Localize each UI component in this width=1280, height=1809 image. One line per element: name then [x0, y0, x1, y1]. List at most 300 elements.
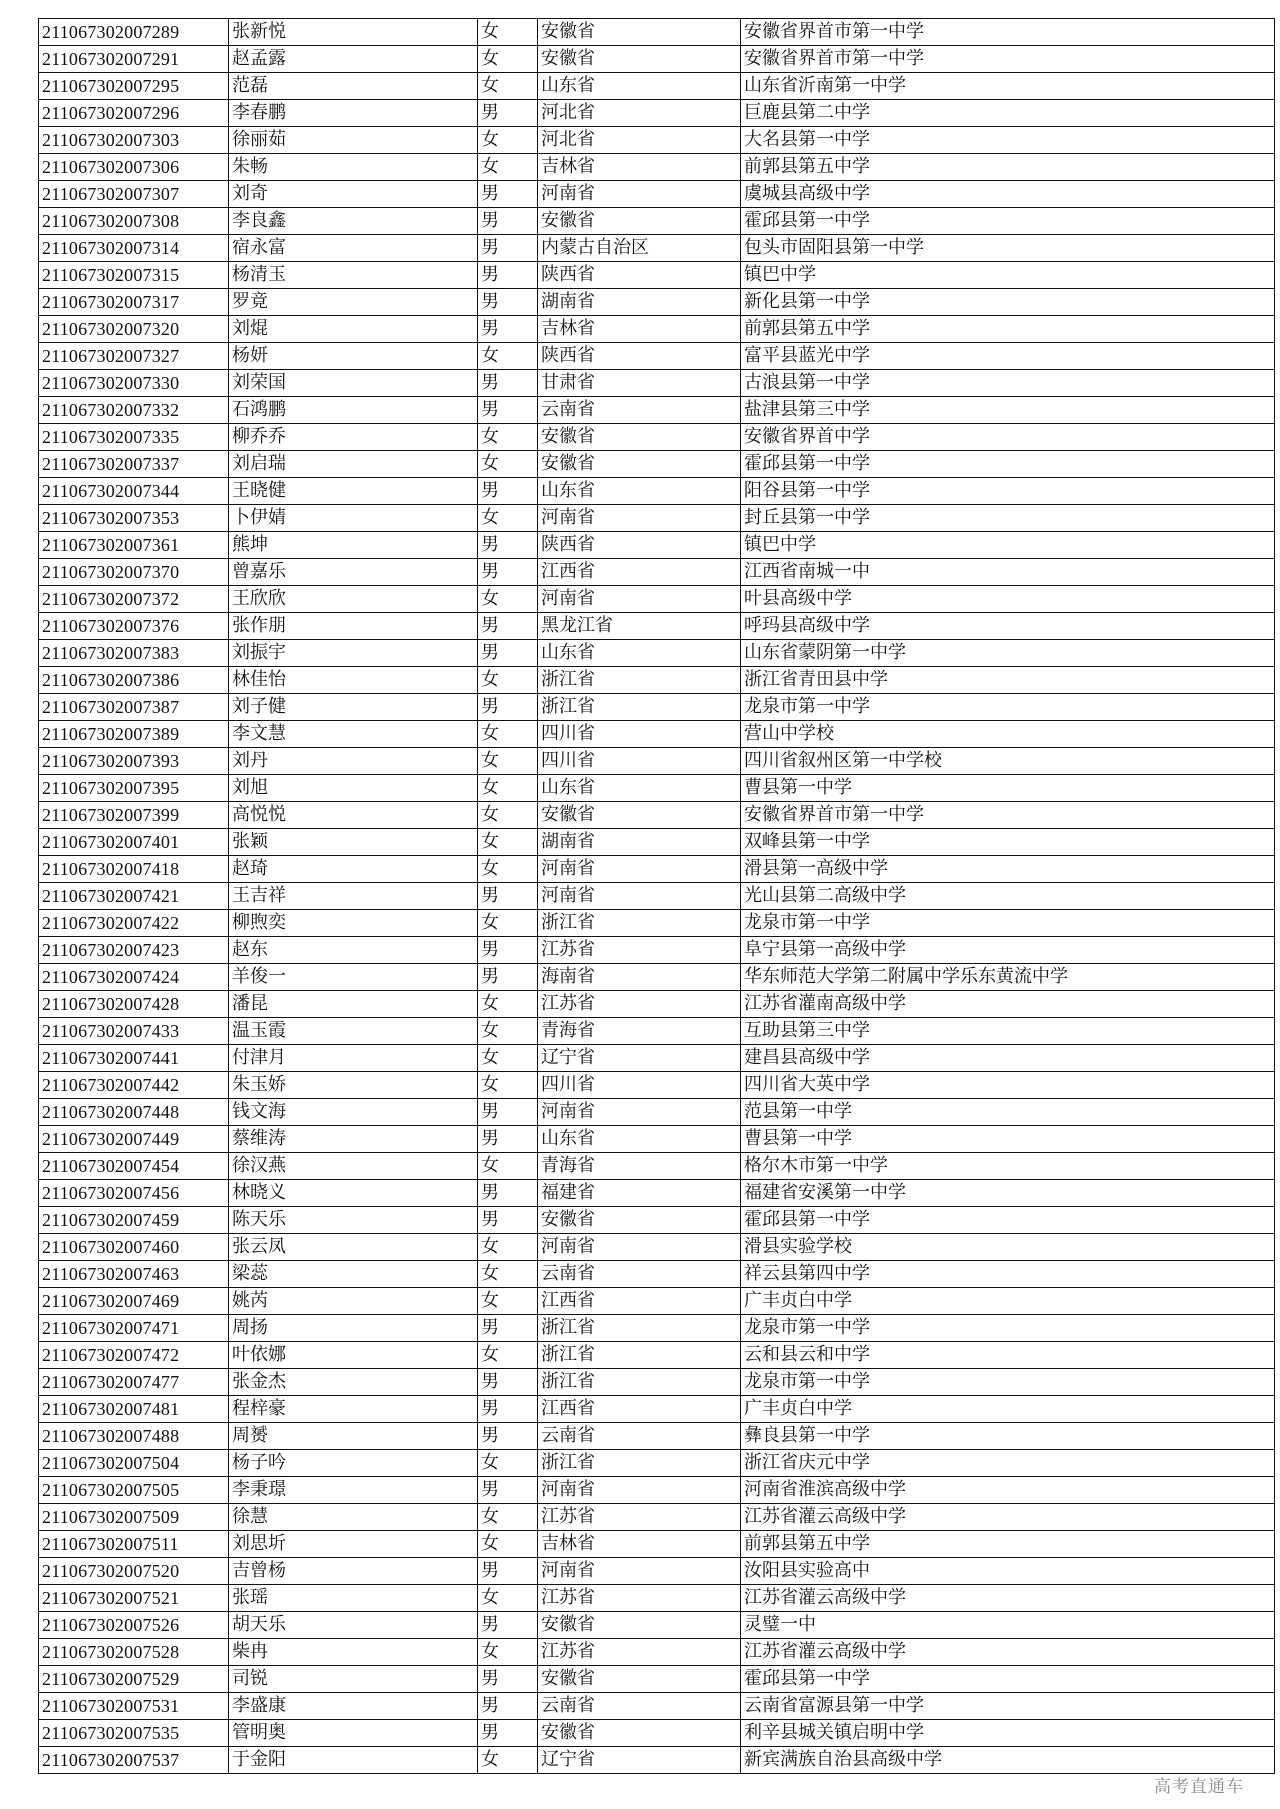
cell-school: 广丰贞白中学 — [741, 1288, 1275, 1315]
cell-school: 四川省叙州区第一中学校 — [741, 748, 1275, 775]
cell-school: 曹县第一中学 — [741, 775, 1275, 802]
cell-school: 安徽省界首市第一中学 — [741, 46, 1275, 73]
cell-province: 辽宁省 — [538, 1747, 741, 1774]
table-row — [39, 289, 1275, 316]
cell-gender: 男 — [478, 100, 538, 127]
table-row — [39, 1315, 1275, 1342]
cell-student-name: 刘焜 — [229, 316, 478, 343]
cell-gender: 女 — [478, 1747, 538, 1774]
cell-province: 河北省 — [538, 100, 741, 127]
table-row — [39, 883, 1275, 910]
cell-student-name: 于金阳 — [229, 1747, 478, 1774]
cell-province: 云南省 — [538, 1261, 741, 1288]
cell-school: 安徽省界首中学 — [741, 424, 1275, 451]
cell-province: 安徽省 — [538, 451, 741, 478]
cell-school: 云南省富源县第一中学 — [741, 1693, 1275, 1720]
cell-province: 河南省 — [538, 1099, 741, 1126]
cell-exam-id: 211067302007521 — [39, 1585, 229, 1612]
cell-school: 前郭县第五中学 — [741, 154, 1275, 181]
cell-gender: 男 — [478, 208, 538, 235]
cell-school: 前郭县第五中学 — [741, 316, 1275, 343]
table-row — [39, 910, 1275, 937]
cell-school: 龙泉市第一中学 — [741, 910, 1275, 937]
cell-exam-id: 211067302007307 — [39, 181, 229, 208]
cell-gender: 女 — [478, 1018, 538, 1045]
cell-province: 河南省 — [538, 1558, 741, 1585]
cell-gender: 女 — [478, 127, 538, 154]
cell-province: 内蒙古自治区 — [538, 235, 741, 262]
cell-school: 阳谷县第一中学 — [741, 478, 1275, 505]
cell-province: 江西省 — [538, 1396, 741, 1423]
cell-gender: 男 — [478, 964, 538, 991]
cell-exam-id: 211067302007456 — [39, 1180, 229, 1207]
cell-school: 封丘县第一中学 — [741, 505, 1275, 532]
cell-student-name: 张作朋 — [229, 613, 478, 640]
cell-gender: 女 — [478, 1234, 538, 1261]
cell-gender: 男 — [478, 1207, 538, 1234]
cell-student-name: 陈天乐 — [229, 1207, 478, 1234]
table-row — [39, 1153, 1275, 1180]
cell-exam-id: 211067302007327 — [39, 343, 229, 370]
cell-school: 龙泉市第一中学 — [741, 1315, 1275, 1342]
cell-province: 河南省 — [538, 505, 741, 532]
cell-exam-id: 211067302007441 — [39, 1045, 229, 1072]
cell-student-name: 柳乔乔 — [229, 424, 478, 451]
table-row — [39, 559, 1275, 586]
cell-exam-id: 211067302007422 — [39, 910, 229, 937]
cell-school: 呼玛县高级中学 — [741, 613, 1275, 640]
cell-exam-id: 211067302007296 — [39, 100, 229, 127]
cell-province: 湖南省 — [538, 829, 741, 856]
table-row — [39, 100, 1275, 127]
table-row — [39, 1396, 1275, 1423]
cell-exam-id: 211067302007393 — [39, 748, 229, 775]
cell-gender: 男 — [478, 262, 538, 289]
cell-exam-id: 211067302007526 — [39, 1612, 229, 1639]
cell-school: 新宾满族自治县高级中学 — [741, 1747, 1275, 1774]
cell-province: 安徽省 — [538, 1666, 741, 1693]
table-row — [39, 1234, 1275, 1261]
table-row — [39, 505, 1275, 532]
table-row — [39, 235, 1275, 262]
cell-gender: 女 — [478, 1450, 538, 1477]
cell-gender: 男 — [478, 694, 538, 721]
table-row — [39, 1666, 1275, 1693]
table-row — [39, 991, 1275, 1018]
cell-gender: 男 — [478, 1369, 538, 1396]
cell-province: 江苏省 — [538, 1639, 741, 1666]
cell-school: 祥云县第四中学 — [741, 1261, 1275, 1288]
table-row — [39, 640, 1275, 667]
cell-school: 河南省淮滨高级中学 — [741, 1477, 1275, 1504]
cell-school: 江西省南城一中 — [741, 559, 1275, 586]
cell-province: 浙江省 — [538, 1315, 741, 1342]
cell-province: 浙江省 — [538, 1369, 741, 1396]
roster-table-body — [39, 19, 1275, 1774]
cell-province: 安徽省 — [538, 802, 741, 829]
cell-school: 霍邱县第一中学 — [741, 451, 1275, 478]
cell-school: 叶县高级中学 — [741, 586, 1275, 613]
table-row — [39, 1045, 1275, 1072]
roster-table — [38, 18, 1275, 1774]
cell-student-name: 刘奇 — [229, 181, 478, 208]
cell-student-name: 李秉璟 — [229, 1477, 478, 1504]
cell-gender: 女 — [478, 667, 538, 694]
table-row — [39, 1126, 1275, 1153]
cell-gender: 女 — [478, 748, 538, 775]
table-row — [39, 1585, 1275, 1612]
cell-school: 巨鹿县第二中学 — [741, 100, 1275, 127]
cell-province: 江苏省 — [538, 1504, 741, 1531]
cell-school: 富平县蓝光中学 — [741, 343, 1275, 370]
cell-school: 滑县实验学校 — [741, 1234, 1275, 1261]
cell-gender: 男 — [478, 370, 538, 397]
cell-exam-id: 211067302007472 — [39, 1342, 229, 1369]
table-row — [39, 667, 1275, 694]
cell-exam-id: 211067302007460 — [39, 1234, 229, 1261]
table-row — [39, 1747, 1275, 1774]
table-row — [39, 1423, 1275, 1450]
cell-gender: 男 — [478, 1477, 538, 1504]
cell-exam-id: 211067302007395 — [39, 775, 229, 802]
cell-school: 浙江省青田县中学 — [741, 667, 1275, 694]
cell-school: 江苏省灌云高级中学 — [741, 1639, 1275, 1666]
cell-exam-id: 211067302007531 — [39, 1693, 229, 1720]
cell-student-name: 梁蕊 — [229, 1261, 478, 1288]
table-row — [39, 1450, 1275, 1477]
cell-exam-id: 211067302007295 — [39, 73, 229, 100]
cell-province: 青海省 — [538, 1018, 741, 1045]
cell-student-name: 蔡维涛 — [229, 1126, 478, 1153]
cell-student-name: 姚芮 — [229, 1288, 478, 1315]
cell-school: 镇巴中学 — [741, 532, 1275, 559]
table-row — [39, 370, 1275, 397]
cell-school: 前郭县第五中学 — [741, 1531, 1275, 1558]
cell-school: 互助县第三中学 — [741, 1018, 1275, 1045]
table-row — [39, 1072, 1275, 1099]
table-row — [39, 1018, 1275, 1045]
cell-student-name: 高悦悦 — [229, 802, 478, 829]
cell-student-name: 柴冉 — [229, 1639, 478, 1666]
cell-exam-id: 211067302007509 — [39, 1504, 229, 1531]
cell-school: 山东省蒙阴第一中学 — [741, 640, 1275, 667]
cell-exam-id: 211067302007528 — [39, 1639, 229, 1666]
cell-gender: 男 — [478, 1666, 538, 1693]
table-row — [39, 1207, 1275, 1234]
cell-school: 镇巴中学 — [741, 262, 1275, 289]
cell-province: 四川省 — [538, 721, 741, 748]
cell-student-name: 朱玉娇 — [229, 1072, 478, 1099]
cell-province: 安徽省 — [538, 208, 741, 235]
cell-student-name: 刘子健 — [229, 694, 478, 721]
cell-student-name: 王吉祥 — [229, 883, 478, 910]
cell-student-name: 徐丽茹 — [229, 127, 478, 154]
cell-gender: 男 — [478, 1126, 538, 1153]
cell-gender: 男 — [478, 937, 538, 964]
table-row — [39, 46, 1275, 73]
cell-student-name: 刘旭 — [229, 775, 478, 802]
table-row — [39, 316, 1275, 343]
cell-province: 江苏省 — [538, 991, 741, 1018]
cell-student-name: 柳煦奕 — [229, 910, 478, 937]
cell-student-name: 张云凤 — [229, 1234, 478, 1261]
cell-school: 包头市固阳县第一中学 — [741, 235, 1275, 262]
cell-exam-id: 211067302007428 — [39, 991, 229, 1018]
cell-gender: 男 — [478, 478, 538, 505]
cell-gender: 女 — [478, 586, 538, 613]
table-row — [39, 1099, 1275, 1126]
cell-student-name: 杨清玉 — [229, 262, 478, 289]
cell-student-name: 杨妍 — [229, 343, 478, 370]
cell-school: 江苏省灌南高级中学 — [741, 991, 1275, 1018]
cell-student-name: 杨子吟 — [229, 1450, 478, 1477]
cell-province: 辽宁省 — [538, 1045, 741, 1072]
cell-student-name: 付津月 — [229, 1045, 478, 1072]
cell-gender: 女 — [478, 19, 538, 46]
cell-province: 陕西省 — [538, 262, 741, 289]
cell-gender: 男 — [478, 316, 538, 343]
cell-student-name: 赵东 — [229, 937, 478, 964]
cell-gender: 女 — [478, 154, 538, 181]
cell-gender: 女 — [478, 1072, 538, 1099]
cell-school: 安徽省界首市第一中学 — [741, 802, 1275, 829]
table-row — [39, 1693, 1275, 1720]
cell-exam-id: 211067302007469 — [39, 1288, 229, 1315]
cell-student-name: 范磊 — [229, 73, 478, 100]
cell-exam-id: 211067302007529 — [39, 1666, 229, 1693]
table-row — [39, 424, 1275, 451]
cell-school: 安徽省界首市第一中学 — [741, 19, 1275, 46]
cell-province: 江苏省 — [538, 937, 741, 964]
cell-exam-id: 211067302007477 — [39, 1369, 229, 1396]
cell-exam-id: 211067302007424 — [39, 964, 229, 991]
cell-student-name: 吉曾杨 — [229, 1558, 478, 1585]
cell-student-name: 石鸿鹏 — [229, 397, 478, 424]
cell-gender: 男 — [478, 1180, 538, 1207]
cell-province: 河南省 — [538, 883, 741, 910]
cell-province: 甘肃省 — [538, 370, 741, 397]
cell-school: 虞城县高级中学 — [741, 181, 1275, 208]
cell-exam-id: 211067302007449 — [39, 1126, 229, 1153]
cell-school: 古浪县第一中学 — [741, 370, 1275, 397]
cell-province: 浙江省 — [538, 1342, 741, 1369]
cell-gender: 男 — [478, 1099, 538, 1126]
cell-gender: 女 — [478, 1585, 538, 1612]
cell-province: 浙江省 — [538, 910, 741, 937]
cell-province: 吉林省 — [538, 154, 741, 181]
cell-gender: 男 — [478, 613, 538, 640]
cell-school: 广丰贞白中学 — [741, 1396, 1275, 1423]
table-row — [39, 1612, 1275, 1639]
cell-exam-id: 211067302007361 — [39, 532, 229, 559]
cell-province: 四川省 — [538, 1072, 741, 1099]
table-row — [39, 1558, 1275, 1585]
cell-school: 建昌县高级中学 — [741, 1045, 1275, 1072]
cell-student-name: 钱文海 — [229, 1099, 478, 1126]
cell-student-name: 宿永富 — [229, 235, 478, 262]
cell-gender: 女 — [478, 1342, 538, 1369]
cell-gender: 男 — [478, 289, 538, 316]
cell-province: 江西省 — [538, 1288, 741, 1315]
cell-province: 江苏省 — [538, 1585, 741, 1612]
cell-student-name: 李良鑫 — [229, 208, 478, 235]
cell-exam-id: 211067302007433 — [39, 1018, 229, 1045]
cell-gender: 男 — [478, 181, 538, 208]
cell-student-name: 刘振宇 — [229, 640, 478, 667]
cell-province: 青海省 — [538, 1153, 741, 1180]
cell-school: 阜宁县第一高级中学 — [741, 937, 1275, 964]
cell-gender: 男 — [478, 640, 538, 667]
cell-exam-id: 211067302007448 — [39, 1099, 229, 1126]
cell-exam-id: 211067302007353 — [39, 505, 229, 532]
cell-school: 四川省大英中学 — [741, 1072, 1275, 1099]
cell-exam-id: 211067302007317 — [39, 289, 229, 316]
cell-exam-id: 211067302007401 — [39, 829, 229, 856]
cell-gender: 女 — [478, 775, 538, 802]
cell-student-name: 赵琦 — [229, 856, 478, 883]
cell-school: 汝阳县实验高中 — [741, 1558, 1275, 1585]
cell-gender: 女 — [478, 1288, 538, 1315]
watermark-text: 高考直通车 — [1154, 1777, 1244, 1797]
cell-gender: 男 — [478, 1315, 538, 1342]
cell-school: 格尔木市第一中学 — [741, 1153, 1275, 1180]
table-row — [39, 208, 1275, 235]
cell-gender: 男 — [478, 559, 538, 586]
table-row — [39, 937, 1275, 964]
cell-gender: 女 — [478, 1531, 538, 1558]
cell-province: 河南省 — [538, 856, 741, 883]
cell-province: 安徽省 — [538, 1207, 741, 1234]
table-row — [39, 73, 1275, 100]
cell-student-name: 张新悦 — [229, 19, 478, 46]
cell-province: 四川省 — [538, 748, 741, 775]
cell-gender: 女 — [478, 802, 538, 829]
cell-student-name: 刘思圻 — [229, 1531, 478, 1558]
cell-school: 灵璧一中 — [741, 1612, 1275, 1639]
cell-province: 浙江省 — [538, 694, 741, 721]
cell-exam-id: 211067302007537 — [39, 1747, 229, 1774]
cell-gender: 男 — [478, 1720, 538, 1747]
table-row — [39, 964, 1275, 991]
cell-gender: 男 — [478, 397, 538, 424]
cell-student-name: 刘丹 — [229, 748, 478, 775]
cell-exam-id: 211067302007330 — [39, 370, 229, 397]
table-row — [39, 586, 1275, 613]
cell-exam-id: 211067302007504 — [39, 1450, 229, 1477]
cell-province: 陕西省 — [538, 532, 741, 559]
cell-exam-id: 211067302007387 — [39, 694, 229, 721]
table-row — [39, 856, 1275, 883]
cell-gender: 男 — [478, 1396, 538, 1423]
table-row — [39, 181, 1275, 208]
cell-gender: 男 — [478, 1693, 538, 1720]
roster-sheet — [38, 18, 1254, 1774]
cell-exam-id: 211067302007471 — [39, 1315, 229, 1342]
table-row — [39, 19, 1275, 46]
cell-school: 双峰县第一中学 — [741, 829, 1275, 856]
cell-exam-id: 211067302007332 — [39, 397, 229, 424]
cell-province: 安徽省 — [538, 1720, 741, 1747]
cell-province: 浙江省 — [538, 1450, 741, 1477]
cell-school: 江苏省灌云高级中学 — [741, 1504, 1275, 1531]
table-row — [39, 694, 1275, 721]
table-row — [39, 1639, 1275, 1666]
cell-school: 霍邱县第一中学 — [741, 1666, 1275, 1693]
table-row — [39, 1477, 1275, 1504]
cell-student-name: 罗竟 — [229, 289, 478, 316]
cell-exam-id: 211067302007421 — [39, 883, 229, 910]
cell-gender: 女 — [478, 991, 538, 1018]
cell-province: 河南省 — [538, 1234, 741, 1261]
cell-school: 大名县第一中学 — [741, 127, 1275, 154]
cell-exam-id: 211067302007315 — [39, 262, 229, 289]
cell-school: 浙江省庆元中学 — [741, 1450, 1275, 1477]
cell-exam-id: 211067302007344 — [39, 478, 229, 505]
cell-province: 河南省 — [538, 181, 741, 208]
cell-gender: 女 — [478, 1045, 538, 1072]
cell-exam-id: 211067302007306 — [39, 154, 229, 181]
cell-student-name: 叶依娜 — [229, 1342, 478, 1369]
table-row — [39, 397, 1275, 424]
cell-gender: 女 — [478, 1261, 538, 1288]
cell-school: 云和县云和中学 — [741, 1342, 1275, 1369]
cell-province: 安徽省 — [538, 46, 741, 73]
table-row — [39, 1342, 1275, 1369]
cell-gender: 女 — [478, 46, 538, 73]
table-row — [39, 478, 1275, 505]
cell-student-name: 羊俊一 — [229, 964, 478, 991]
cell-school: 霍邱县第一中学 — [741, 1207, 1275, 1234]
cell-gender: 女 — [478, 1504, 538, 1531]
cell-gender: 女 — [478, 1153, 538, 1180]
cell-student-name: 曾嘉乐 — [229, 559, 478, 586]
cell-exam-id: 211067302007520 — [39, 1558, 229, 1585]
cell-student-name: 司锐 — [229, 1666, 478, 1693]
cell-gender: 男 — [478, 532, 538, 559]
cell-exam-id: 211067302007454 — [39, 1153, 229, 1180]
cell-student-name: 李文慧 — [229, 721, 478, 748]
cell-student-name: 刘荣国 — [229, 370, 478, 397]
cell-exam-id: 211067302007383 — [39, 640, 229, 667]
table-row — [39, 775, 1275, 802]
cell-exam-id: 211067302007320 — [39, 316, 229, 343]
cell-school: 福建省安溪第一中学 — [741, 1180, 1275, 1207]
cell-province: 安徽省 — [538, 1612, 741, 1639]
table-row — [39, 154, 1275, 181]
cell-student-name: 徐汉燕 — [229, 1153, 478, 1180]
table-row — [39, 1504, 1275, 1531]
table-row — [39, 829, 1275, 856]
cell-province: 云南省 — [538, 1693, 741, 1720]
cell-gender: 男 — [478, 235, 538, 262]
cell-exam-id: 211067302007442 — [39, 1072, 229, 1099]
cell-gender: 女 — [478, 424, 538, 451]
cell-province: 山东省 — [538, 775, 741, 802]
table-row — [39, 748, 1275, 775]
table-row — [39, 802, 1275, 829]
cell-province: 云南省 — [538, 1423, 741, 1450]
cell-exam-id: 211067302007376 — [39, 613, 229, 640]
cell-exam-id: 211067302007389 — [39, 721, 229, 748]
cell-province: 山东省 — [538, 73, 741, 100]
cell-exam-id: 211067302007488 — [39, 1423, 229, 1450]
cell-student-name: 熊坤 — [229, 532, 478, 559]
cell-province: 黑龙江省 — [538, 613, 741, 640]
cell-student-name: 李春鹏 — [229, 100, 478, 127]
cell-gender: 女 — [478, 829, 538, 856]
cell-school: 山东省沂南第一中学 — [741, 73, 1275, 100]
cell-province: 河北省 — [538, 127, 741, 154]
